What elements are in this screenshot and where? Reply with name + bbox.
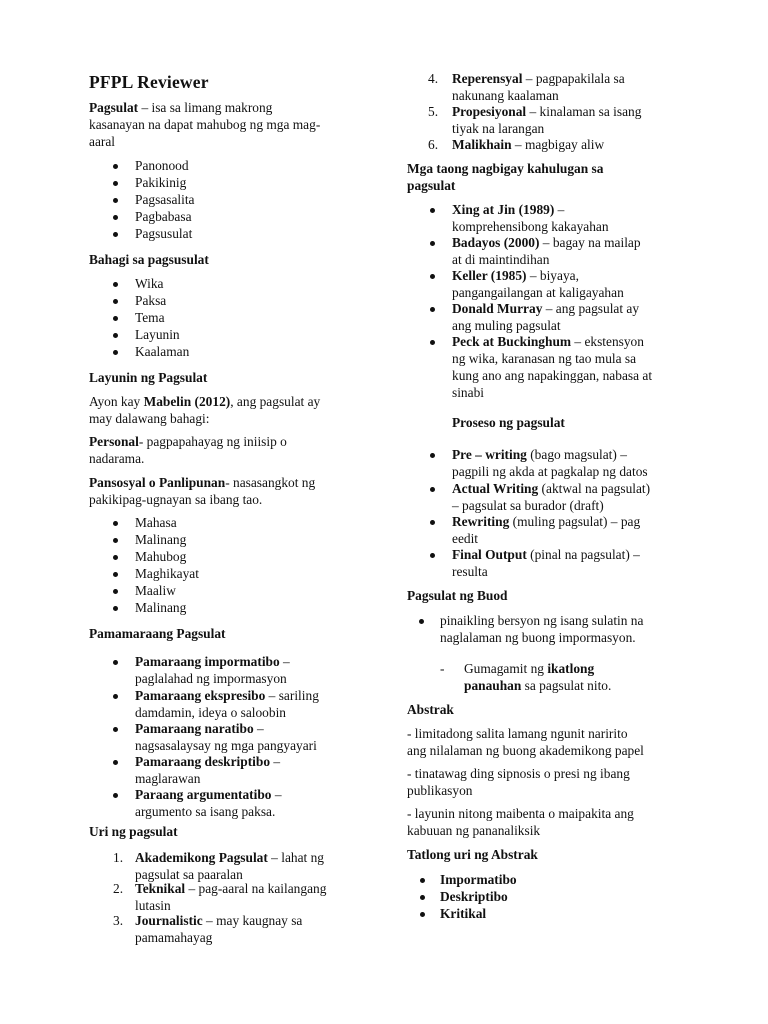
bullet-icon: [113, 350, 118, 355]
bullet-icon: [430, 208, 435, 213]
list-item: Kaalaman: [135, 344, 190, 359]
bullet-icon: [430, 241, 435, 246]
list-item: Tema: [135, 310, 165, 325]
list-item-cont: pamamahayag: [135, 930, 213, 945]
uri-term: Reperensyal: [452, 71, 523, 86]
step-text: (pinal na pagsulat) –: [526, 547, 640, 562]
method-text: –: [271, 787, 282, 802]
list-item: Deskriptibo: [440, 889, 508, 904]
list-item: [135, 881, 326, 898]
person-text: – biyaya,: [526, 268, 579, 283]
list-item: Malinang: [135, 600, 187, 615]
abstrak-point-1: - limitadong salita lamang ngunit naririto: [407, 726, 628, 741]
step-text: (muling pagsulat) – pag: [509, 514, 641, 529]
person-text: – ekstensyon: [571, 334, 644, 349]
mabelin-citation: Mabelin (2012): [143, 394, 231, 409]
bullet-icon: [430, 274, 435, 279]
list-item: Layunin: [135, 327, 180, 342]
tatlong-heading: Tatlong uri ng Abstrak: [407, 847, 538, 862]
list-item: [452, 235, 641, 252]
list-item: Wika: [135, 276, 164, 291]
gum-text: Gumagamit ng: [464, 661, 548, 676]
list-item: [452, 481, 650, 498]
pagsulat-term: Pagsulat: [89, 100, 139, 115]
list-item-cont: argumento sa isang paksa.: [135, 804, 276, 819]
uri-heading: Uri ng pagsulat: [89, 824, 178, 839]
pagsulat-def-1: – isa sa limang makrong: [138, 100, 273, 115]
pansosyal-definition: [89, 475, 315, 492]
taong-heading-2: pagsulat: [407, 178, 456, 193]
list-item: Malinang: [135, 532, 187, 547]
person-name: Xing at Jin (1989): [452, 202, 555, 217]
person-text: – bagay na mailap: [539, 235, 641, 250]
uri-text: – pag-aaral na kailangang: [185, 881, 327, 896]
uri-text: – kinalaman sa isang: [526, 104, 642, 119]
method-text: – sariling: [265, 688, 319, 703]
bullet-icon: [113, 282, 118, 287]
list-item: Pakikinig: [135, 175, 187, 190]
pansosyal-def-2: pakikipag-ugnayan sa ibang tao.: [89, 492, 263, 507]
bullet-icon: [430, 340, 435, 345]
buod-line-1: pinaikling bersyon ng isang sulatin na: [440, 613, 644, 628]
list-item: [452, 202, 564, 219]
method-term: Pamaraang deskriptibo: [135, 754, 271, 769]
bullet-icon: [113, 299, 118, 304]
list-item-cont: pagpili ng akda at pagkalap ng datos: [452, 464, 648, 479]
ayon-line-2: may dalawang bahagi:: [89, 411, 210, 426]
buod-heading: Pagsulat ng Buod: [407, 588, 508, 603]
method-text: –: [270, 754, 281, 769]
list-item: Maaliw: [135, 583, 176, 598]
list-item: [452, 71, 625, 88]
uri-text: – may kaugnay sa: [202, 913, 303, 928]
bullet-icon: [113, 727, 118, 732]
method-term: Pamaraang ekspresibo: [135, 688, 266, 703]
list-item: [135, 688, 319, 705]
personal-def-1: - pagpapahayag ng iniisip o: [138, 434, 287, 449]
uri-text: – pagpapakilala sa: [522, 71, 625, 86]
gumagamit-line-2: [464, 678, 611, 695]
bullet-icon: [113, 694, 118, 699]
person-name: Badayos (2000): [452, 235, 540, 250]
gumagamit-line: [464, 661, 594, 678]
list-item-cont: nakunang kaalaman: [452, 88, 559, 103]
method-text: –: [279, 654, 290, 669]
list-number: 2.: [113, 881, 124, 896]
dash-marker: -: [440, 661, 445, 676]
bullet-icon: [113, 232, 118, 237]
bullet-icon: [113, 793, 118, 798]
bullet-icon: [113, 198, 118, 203]
list-number: 5.: [428, 104, 439, 119]
step-text: (bago magsulat) –: [526, 447, 627, 462]
bullet-icon: [420, 878, 425, 883]
list-item-cont: at di maintindihan: [452, 252, 550, 267]
bullet-icon: [113, 606, 118, 611]
uri-term: Malikhain: [452, 137, 512, 152]
abstrak-point-2: - tinatawag ding sipnosis o presi ng ibang: [407, 766, 630, 781]
bullet-icon: [113, 538, 118, 543]
list-item: Maghikayat: [135, 566, 199, 581]
list-item: [135, 913, 302, 930]
list-item-cont: pangangailangan at kaligayahan: [452, 285, 624, 300]
list-item-cont: pagsulat sa paaralan: [135, 867, 243, 882]
abstrak-point-1-cont: ang nilalaman ng buong akademikong papel: [407, 743, 644, 758]
list-item: [135, 787, 282, 804]
list-number: 4.: [428, 71, 439, 86]
person-text: –: [554, 202, 565, 217]
step-term: Pre – writing: [452, 447, 527, 462]
list-item-cont: kung ano ang napakinggan, nabasa at: [452, 368, 653, 383]
list-item: Mahubog: [135, 549, 187, 564]
list-item-cont: ng wika, karanasan ng tao mula sa: [452, 351, 637, 366]
list-item: [452, 104, 641, 121]
list-item: [135, 654, 290, 671]
ayon-prefix: Ayon kay: [89, 394, 144, 409]
list-item: [135, 754, 280, 771]
list-item: Pagsasalita: [135, 192, 195, 207]
list-item-cont: eedit: [452, 531, 479, 546]
list-item: Panonood: [135, 158, 189, 173]
bullet-icon: [430, 520, 435, 525]
list-item: [452, 547, 640, 564]
uri-text: – lahat ng: [267, 850, 324, 865]
list-item: [452, 514, 640, 531]
person-name: Keller (1985): [452, 268, 527, 283]
list-item-cont: damdamin, ideya o saloobin: [135, 705, 286, 720]
step-text: (aktwal na pagsulat): [538, 481, 651, 496]
list-item: Pagbabasa: [135, 209, 192, 224]
step-term: Rewriting: [452, 514, 510, 529]
bullet-icon: [113, 760, 118, 765]
personal-def-2: nadarama.: [89, 451, 145, 466]
personal-definition: [89, 434, 287, 451]
bahagi-heading: Bahagi sa pagsusulat: [89, 252, 209, 267]
bullet-icon: [430, 487, 435, 492]
bullet-icon: [430, 453, 435, 458]
taong-heading: Mga taong nagbigay kahulugan sa: [407, 161, 604, 176]
bullet-icon: [113, 181, 118, 186]
bullet-icon: [113, 521, 118, 526]
list-item-cont: tiyak na larangan: [452, 121, 545, 136]
list-item-cont: sinabi: [452, 385, 484, 400]
pagsulat-def-3: aaral: [89, 134, 116, 149]
bullet-icon: [420, 912, 425, 917]
pansosyal-def-1: - nasasangkot ng: [225, 475, 316, 490]
uri-term: Teknikal: [135, 881, 186, 896]
method-term: Pamaraang impormatibo: [135, 654, 280, 669]
list-item-cont: paglalahad ng impormasyon: [135, 671, 287, 686]
gum-text-2: sa pagsulat nito.: [521, 678, 612, 693]
list-number: 3.: [113, 913, 124, 928]
personal-term: Personal: [89, 434, 139, 449]
list-item: [452, 301, 639, 318]
pamamaraan-heading: Pamamaraang Pagsulat: [89, 626, 226, 641]
bullet-icon: [113, 164, 118, 169]
list-item: [452, 334, 644, 351]
bullet-icon: [430, 553, 435, 558]
abstrak-point-2-cont: publikasyon: [407, 783, 473, 798]
uri-text: – magbigay aliw: [511, 137, 605, 152]
pansosyal-term: Pansosyal o Panlipunan: [89, 475, 226, 490]
list-item: Impormatibo: [440, 872, 517, 887]
bullet-icon: [113, 589, 118, 594]
ayon-suffix: , ang pagsulat ay: [230, 394, 321, 409]
list-item: [135, 850, 324, 867]
list-item: [452, 137, 604, 154]
layunin-heading: Layunin ng Pagsulat: [89, 370, 208, 385]
list-item: [452, 447, 627, 464]
bullet-icon: [430, 307, 435, 312]
bullet-icon: [419, 619, 424, 624]
abstrak-heading: Abstrak: [407, 702, 454, 717]
step-term: Final Output: [452, 547, 527, 562]
list-item-cont: – pagsulat sa burador (draft): [452, 498, 604, 513]
gum-bold-2: panauhan: [464, 678, 522, 693]
bullet-icon: [113, 572, 118, 577]
list-item-cont: ang muling pagsulat: [452, 318, 561, 333]
page-title: PFPL Reviewer: [89, 72, 209, 92]
bullet-icon: [420, 895, 425, 900]
list-item: Pagsusulat: [135, 226, 193, 241]
abstrak-point-3-cont: kabuuan ng pananaliksik: [407, 823, 541, 838]
list-item: [135, 721, 264, 738]
uri-term: Propesiyonal: [452, 104, 527, 119]
abstrak-point-3: - layunin nitong maibenta o maipakita ang: [407, 806, 634, 821]
list-item: Kritikal: [440, 906, 487, 921]
bullet-icon: [113, 660, 118, 665]
person-text: – ang pagsulat ay: [542, 301, 640, 316]
list-item-cont: nagsasalaysay ng mga pangyayari: [135, 738, 317, 753]
method-text: –: [253, 721, 264, 736]
uri-term: Journalistic: [135, 913, 203, 928]
list-item: [452, 268, 579, 285]
list-item-cont: komprehensibong kakayahan: [452, 219, 609, 234]
proseso-heading: Proseso ng pagsulat: [452, 415, 565, 430]
list-item-cont: maglarawan: [135, 771, 201, 786]
method-term: Paraang argumentatibo: [135, 787, 272, 802]
ayon-line: [89, 394, 320, 411]
list-item-cont: resulta: [452, 564, 488, 579]
buod-line-2: naglalaman ng buong impormasyon.: [440, 630, 636, 645]
list-item-cont: lutasin: [135, 898, 171, 913]
person-name: Donald Murray: [452, 301, 543, 316]
bullet-icon: [113, 555, 118, 560]
gum-bold: ikatlong: [547, 661, 595, 676]
person-name: Peck at Buckinghum: [452, 334, 572, 349]
pagsulat-def-2: kasanayan na dapat mahubog ng mga mag-: [89, 117, 321, 132]
list-item: Mahasa: [135, 515, 177, 530]
list-number: 6.: [428, 137, 439, 152]
list-number: 1.: [113, 850, 124, 865]
pagsulat-definition: [89, 100, 272, 117]
bullet-icon: [113, 333, 118, 338]
uri-term: Akademikong Pagsulat: [135, 850, 268, 865]
bullet-icon: [113, 215, 118, 220]
step-term: Actual Writing: [452, 481, 539, 496]
method-term: Pamaraang naratibo: [135, 721, 254, 736]
list-item: Paksa: [135, 293, 167, 308]
bullet-icon: [113, 316, 118, 321]
